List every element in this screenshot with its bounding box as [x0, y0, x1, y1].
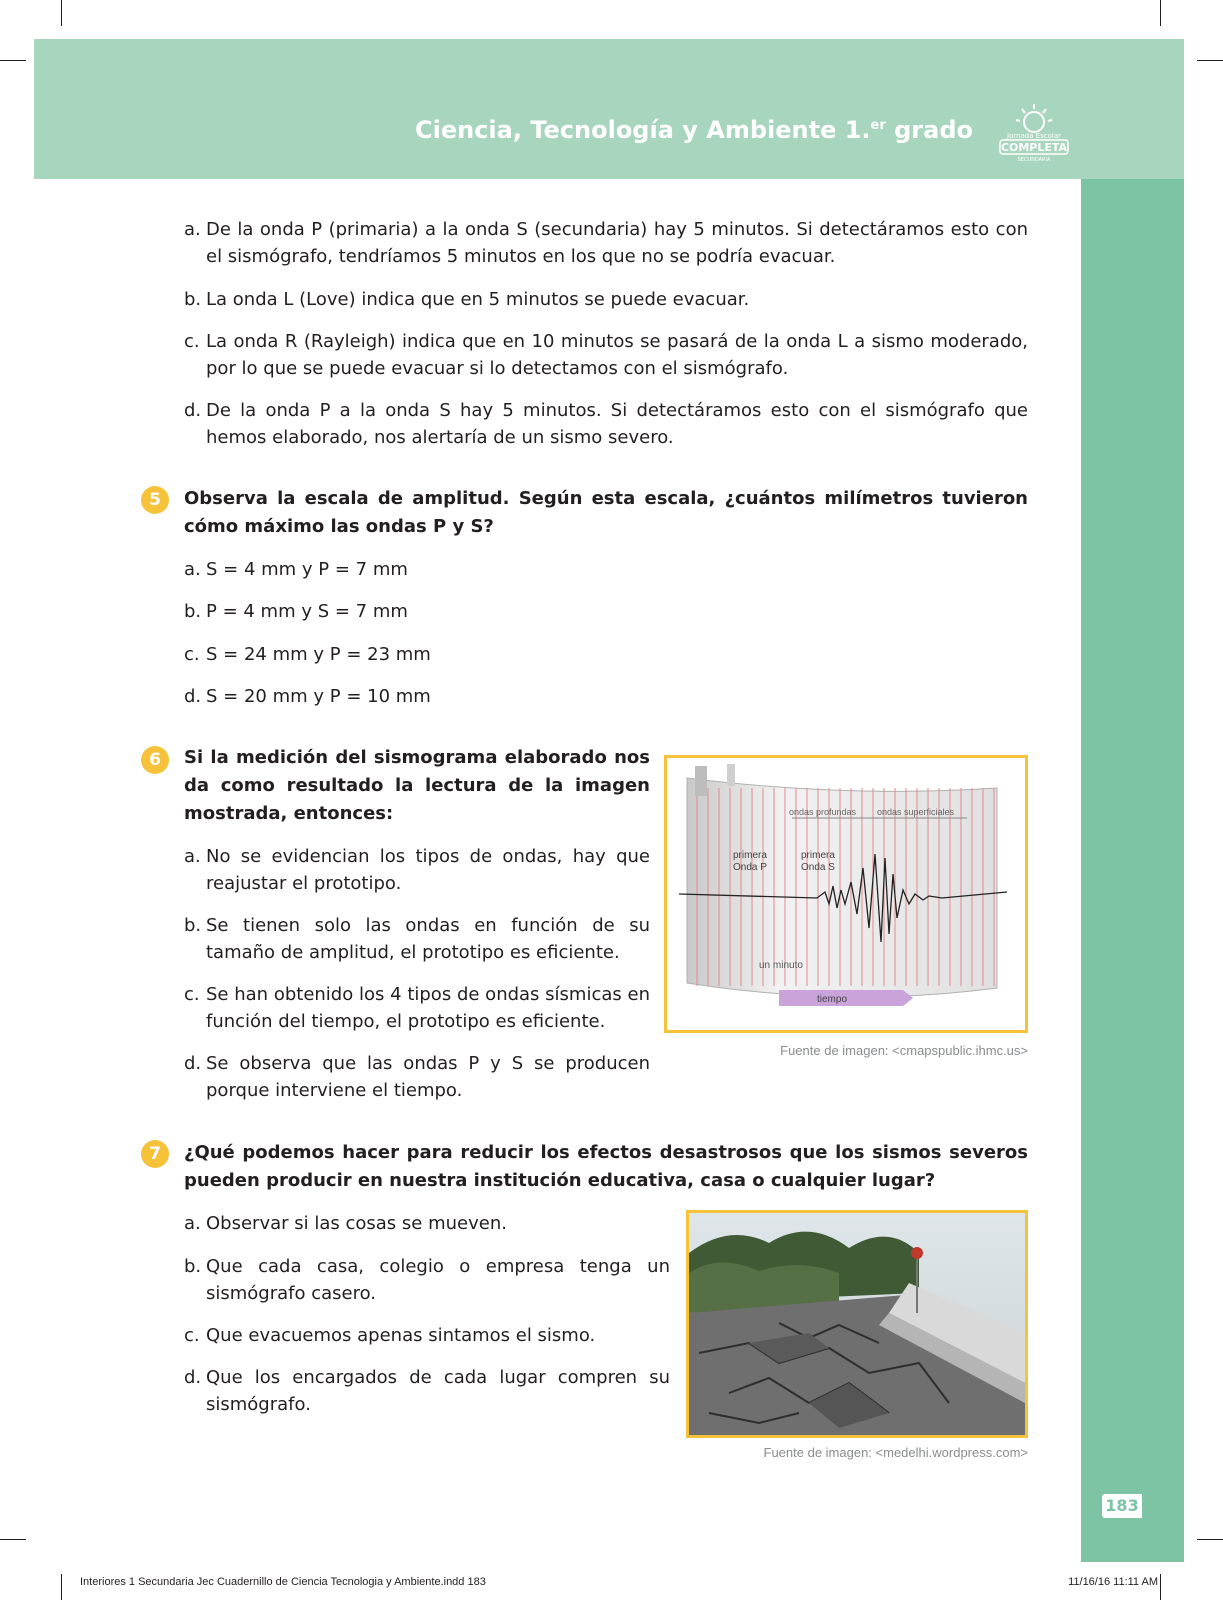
q6-option-a: a. No se evidencian los tipos de ondas, hay que reajustar el prototipo. [184, 846, 650, 894]
page-title: Ciencia, Tecnología y Ambiente 1.$^{er}$ grado [415, 116, 973, 144]
question-5-text: Observa la escala de amplitud. Según esta escala, ¿cuántos milímetros tuvieron cómo máximo las ondas P y S? [184, 488, 1028, 537]
label-p-wave-1: primera [733, 850, 767, 861]
q7-option-a: a. Observar si las cosas se mueven. [184, 1213, 507, 1234]
page-number: 183 [1102, 1494, 1142, 1518]
question-6-text: Si la medición del sismograma elaborado nos da como resultado la lectura de la imagen mostrada, entonces: [184, 747, 650, 824]
crop-mark [1160, 1574, 1161, 1600]
crop-mark [0, 1539, 26, 1540]
figure-caption-road: Fuente de imagen: <medelhi.wordpress.com> [763, 1445, 1028, 1460]
sidebar-band [1081, 179, 1184, 1562]
question-number-7: 7 [141, 1140, 169, 1168]
earthquake-photo [686, 1210, 1028, 1438]
crop-mark [61, 0, 62, 26]
question-7-text: ¿Qué podemos hacer para reducir los efectos desastrosos que los sismos severos pueden producir en nuestra institución educativa, casa o cualquier lugar? [184, 1142, 1028, 1191]
label-minute: un minuto [759, 960, 803, 971]
q7-option-c: c. Que evacuemos apenas sintamos el sismo. [184, 1325, 596, 1346]
seismogram-figure [664, 755, 1028, 1033]
q4-option-a: a. De la onda P (primaria) a la onda S (secundaria) hay 5 minutos. Si detectáramos esto con el sismógrafo, tendríamos 5 minutos en los que no se podría evacuar. [184, 219, 1028, 267]
crop-mark [1160, 0, 1161, 26]
q5-option-c: c. S = 24 mm y P = 23 mm [184, 644, 431, 665]
crop-mark [1197, 1539, 1223, 1540]
q4-option-d: d. De la onda P a la onda S hay 5 minutos. Si detectáramos esto con el sismógrafo que hemos elaborado, nos alertaría de un sismo severo. [184, 400, 1028, 448]
label-p-wave-2: Onda P [733, 862, 767, 873]
footer-file-name: Interiores 1 Secundaria Jec Cuadernillo de Ciencia Tecnologia y Ambiente.indd 183 [80, 1576, 486, 1588]
label-s-wave-2: Onda S [801, 862, 835, 873]
q5-option-a: a. S = 4 mm y P = 7 mm [184, 559, 408, 580]
figure-caption-seismogram: Fuente de imagen: <cmapspublic.ihmc.us> [780, 1043, 1028, 1058]
question-number-6: 6 [141, 746, 169, 774]
footer-date: 11/16/16 11:11 AM [1068, 1576, 1158, 1588]
jornada-escolar-logo [994, 100, 1074, 176]
q6-option-c: c. Se han obtenido los 4 tipos de ondas sísmicas en función del tiempo, el prototipo es eficiente. [184, 984, 650, 1032]
logo-line1: Jornada Escolar [1006, 132, 1062, 140]
q5-option-d: d. S = 20 mm y P = 10 mm [184, 686, 431, 707]
q6-option-b: b. Se tienen solo las ondas en función de su tamaño de amplitud, el prototipo es eficiente. [184, 915, 650, 963]
label-s-wave-1: primera [801, 850, 835, 861]
q7-option-d: d. Que los encargados de cada lugar compren su sismógrafo. [184, 1367, 670, 1415]
crop-mark [1197, 60, 1223, 61]
label-surface-waves: ondas superficiales [877, 807, 955, 817]
label-deep-waves: ondas profundas [789, 807, 857, 817]
logo-line3: SECUNDARIA [1017, 157, 1051, 163]
seismogram-image [667, 758, 1025, 1030]
q6-option-d: d. Se observa que las ondas P y S se producen porque interviene el tiempo. [184, 1053, 650, 1101]
earthquake-road-image [689, 1213, 1025, 1435]
crop-mark [61, 1574, 62, 1600]
q7-option-b: b. Que cada casa, colegio o empresa tenga un sismógrafo casero. [184, 1256, 670, 1304]
crop-mark [0, 60, 26, 61]
logo-line2: COMPLETA [1000, 141, 1068, 154]
label-time: tiempo [817, 994, 848, 1005]
question-number-5: 5 [141, 486, 169, 514]
q4-option-b: b. La onda L (Love) indica que en 5 minutos se puede evacuar. [184, 289, 750, 310]
q4-option-c: c. La onda R (Rayleigh) indica que en 10 minutos se pasará de la onda L a sismo moderado, por lo que se puede evacuar si lo detectamos con el sismógrafo. [184, 331, 1028, 379]
q5-option-b: b. P = 4 mm y S = 7 mm [184, 601, 408, 622]
